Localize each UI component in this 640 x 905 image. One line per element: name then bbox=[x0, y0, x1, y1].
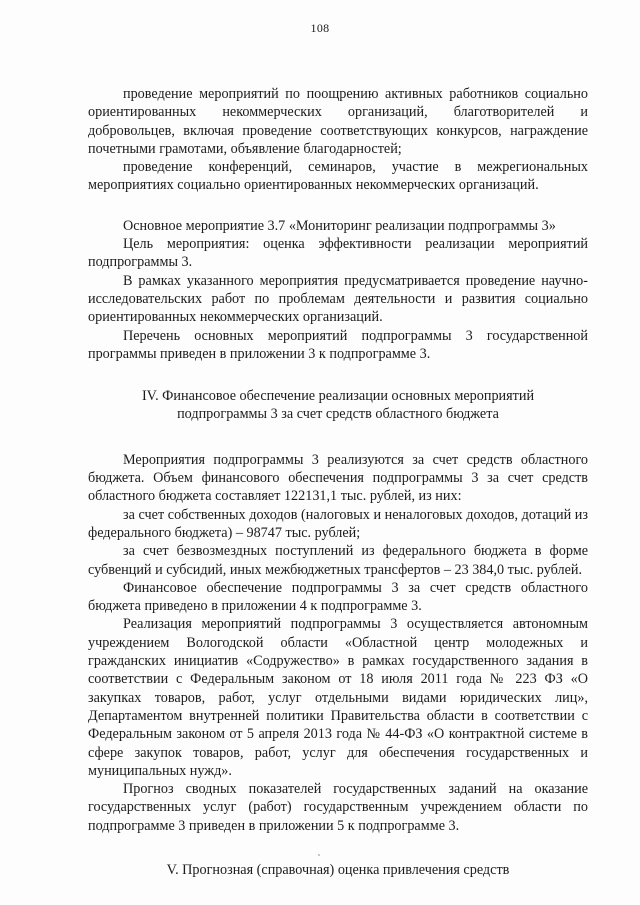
page-number: 108 bbox=[310, 21, 330, 35]
paragraph: Прогноз сводных показателей государственных заданий на оказание государственных услуг (работ) государственным учреждением области по подпрограмме 3 приведен в приложении 5 к подпрограмме 3. bbox=[88, 781, 588, 834]
scan-speck bbox=[318, 854, 320, 856]
spacer bbox=[88, 363, 588, 387]
paragraph: проведение конференций, семинаров, участие в межрегиональных мероприятиях социально ориентированных некоммерческих организаций. bbox=[88, 159, 588, 194]
spacer bbox=[88, 195, 588, 217]
paragraph: Цель мероприятия: оценка эффективности реализации мероприятий подпрограммы 3. bbox=[88, 236, 588, 271]
section-5-heading: V. Прогнозная (справочная) оценка привлечения средств bbox=[166, 861, 510, 878]
spacer bbox=[88, 835, 588, 861]
page-body bbox=[88, 85, 588, 879]
section-4-heading-line-1: IV. Финансовое обеспечение реализации основных мероприятий bbox=[141, 388, 535, 405]
paragraph: Мероприятия подпрограммы 3 реализуются за счет средств областного бюджета. Объем финансового обеспечения подпрограммы 3 за счет средств областного бюджета составляет 122131,1 тыс. рублей, из них: bbox=[88, 451, 588, 505]
section-4-heading-line-2: подпрограммы 3 за счет средств областного бюджета bbox=[177, 406, 499, 423]
spacer bbox=[88, 424, 588, 451]
paragraph: за счет собственных доходов (налоговых и неналоговых доходов, дотаций из федерального бюджета) – 98747 тыс. рублей; bbox=[88, 506, 588, 541]
paragraph: Реализация мероприятий подпрограммы 3 осуществляется автономным учреждением Вологодской области «Областной центр молодежных и гражданских инициатив «Содружество» в рамках государственного задания в соответствии с Федеральным законом от 18 июля 2011 года № 223 ФЗ «О закупках товаров, работ, услуг отдельными видами юридических лиц», Департаментом внутренней политики Правительства области в соответствии с Федеральным законом от 5 апреля 2013 года № 44-ФЗ «О контрактной системе в сфере закупок товаров, работ, услуг для обеспечения государственных и муниципальных нужд». bbox=[88, 616, 588, 779]
paragraph: Финансовое обеспечение подпрограммы 3 за счет средств областного бюджета приведено в приложении 4 к подпрограмме 3. bbox=[88, 579, 588, 615]
measure-3-7-title: Основное мероприятие 3.7 «Мониторинг реализации подпрограммы 3» bbox=[123, 217, 556, 234]
paragraph: за счет безвозмездных поступлений из федерального бюджета в форме субвенций и субсидий, иных межбюджетных трансфертов – 23 384,0 тыс. рублей. bbox=[88, 543, 588, 578]
paragraph: В рамках указанного мероприятия предусматривается проведение научно-исследовательских работ по проблемам деятельности и развития социально ориентированных некоммерческих организаций. bbox=[88, 272, 588, 326]
paragraph: проведение мероприятий по поощрению активных работников социально ориентированных некоммерческих организаций, благотворителей и добровольцев, включая проведение соответствующих конкурсов, награждение почетными грамотами, объявление благодарностей; bbox=[88, 86, 588, 157]
paragraph: Перечень основных мероприятий подпрограммы 3 государственной программы приведен в приложении 3 к подпрограмме 3. bbox=[88, 327, 588, 362]
